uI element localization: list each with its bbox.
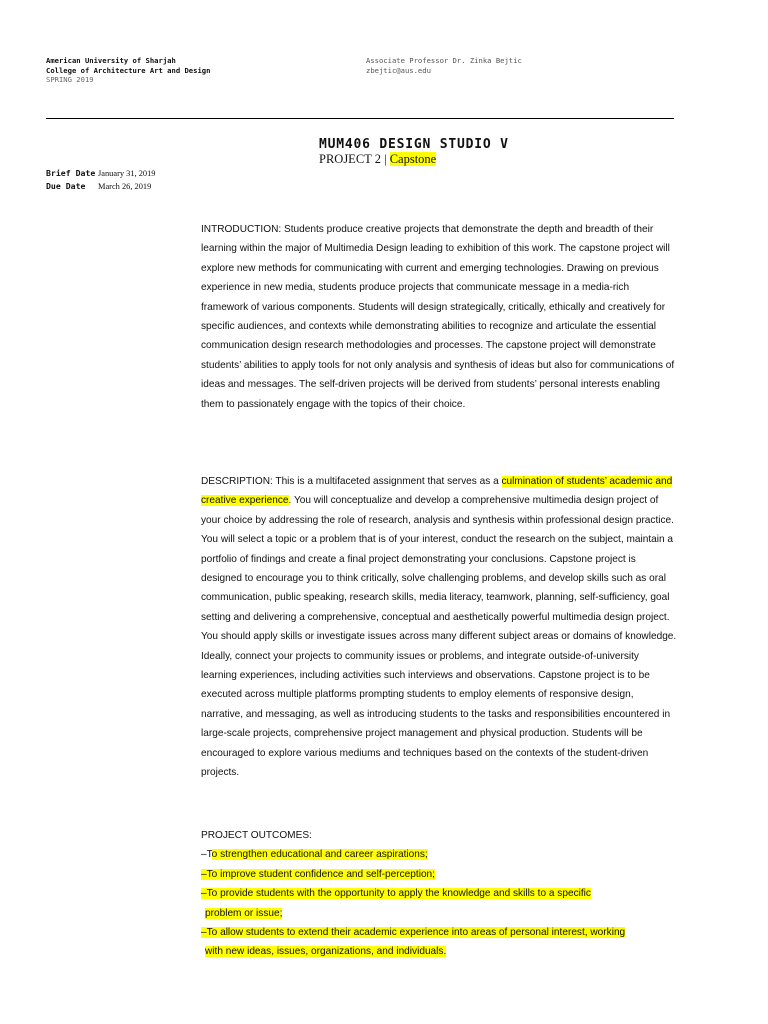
instructor-block	[366, 56, 522, 75]
due-date-label: Due Date	[46, 181, 86, 191]
outcome-1-prefix: –T	[201, 849, 212, 861]
university-name: American University of Sharjah	[46, 56, 176, 65]
outcomes-heading: PROJECT OUTCOMES:	[201, 830, 312, 841]
outcome-item	[201, 884, 671, 903]
introduction-paragraph: INTRODUCTION: Students produce creative projects that demonstrate the depth and breadth of their learning within the major of Multimedia Design leading to exhibition of this work. The capstone project will explore new methods for communicating with current and emerging technologies. Drawing on previous experience in new media, students produce projects that communicate message in a media-rich framework of various components. Students will design strategically, critically, ethically and creatively for specific audiences, and contexts while demonstrating abilities to recognize and articulate the essential communication design research methodologies and processes. The capstone project will demonstrate students’ abilities to apply tools for not only analysis and synthesis of ideas but also for communications of ideas and messages. The self-driven projects will be derived from students’ personal interests enabling them to passionately engage with the topics of their choice.	[201, 224, 675, 410]
outcome-continuation	[201, 942, 671, 961]
institution-block	[46, 56, 210, 85]
description-paragraph	[201, 472, 677, 783]
outcome-2-text: –To improve student confidence and self-perception;	[201, 868, 435, 880]
professor-email: zbejtic@aus.edu	[366, 65, 431, 75]
header-divider	[46, 118, 674, 119]
project-title	[319, 152, 436, 167]
professor-name: Associate Professor Dr. Zinka Bejtic	[366, 56, 522, 65]
project-outcomes	[201, 826, 671, 962]
outcome-item	[201, 845, 671, 864]
outcome-continuation	[201, 904, 671, 923]
outcome-4-line2: with new ideas, issues, organizations, and individuals.	[205, 946, 447, 958]
brief-date-row	[46, 167, 155, 180]
description-start: DESCRIPTION: This is a multifaceted assignment that serves as a	[201, 476, 502, 487]
outcome-1-text: o strengthen educational and career aspirations;	[211, 849, 428, 861]
course-title: MUM406 DESIGN STUDIO V	[319, 137, 509, 152]
due-date-row	[46, 180, 155, 193]
description-rest: . You will conceptualize and develop a comprehensive multimedia design project of your choice by addressing the role of research, analysis and synthesis within professional design practice. You will select a topic or a problem that is of your interest, conduct the research on the subject, maintain a portfolio of findings and create a final project demonstrating your conclusions. Capstone project is designed to encourage you to think critically, solve challenging problems, and develop skills such as oral communication, public speaking, research skills, media literacy, teamwork, planning, self-sufficiency, goal setting and delivering a comprehensive, conceptual and aesthetically powerful multimedia design project. You should apply skills or investigate issues across many different subject areas or domains of knowledge. Ideally, connect your projects to community issues or problems, and integrate outside-of-university learning experiences, including activities such interviews and observations. Capstone project is to be executed across multiple platforms prompting students to employ elements of responsive design, narrative, and messaging, as well as introducing students to the tasks and responsibilities encountered in large-scale projects, comprehensive project management and physical production. Students will be encouraged to explore various mediums and techniques based on the contexts of the student-driven projects.	[201, 495, 677, 779]
college-name: College of Architecture Art and Design	[46, 65, 211, 75]
project-name: Capstone	[389, 152, 437, 166]
semester: SPRING 2019	[46, 75, 94, 85]
brief-date-label: Brief Date	[46, 168, 96, 178]
project-prefix: PROJECT 2 |	[319, 152, 390, 166]
outcome-3-line1: –To provide students with the opportunity to apply the knowledge and skills to a specific	[201, 888, 591, 900]
brief-date-value: January 31, 2019	[98, 169, 156, 178]
description-highlight: culmination of students’ academic and creative experience	[201, 476, 673, 507]
outcome-4-line1: –To allow students to extend their academic experience into areas of personal interest, working	[201, 927, 626, 939]
outcome-item	[201, 923, 671, 942]
outcome-item	[201, 865, 671, 884]
outcome-3-line2: problem or issue;	[205, 907, 283, 919]
due-date-value: March 26, 2019	[98, 182, 152, 191]
dates-block	[46, 167, 155, 193]
